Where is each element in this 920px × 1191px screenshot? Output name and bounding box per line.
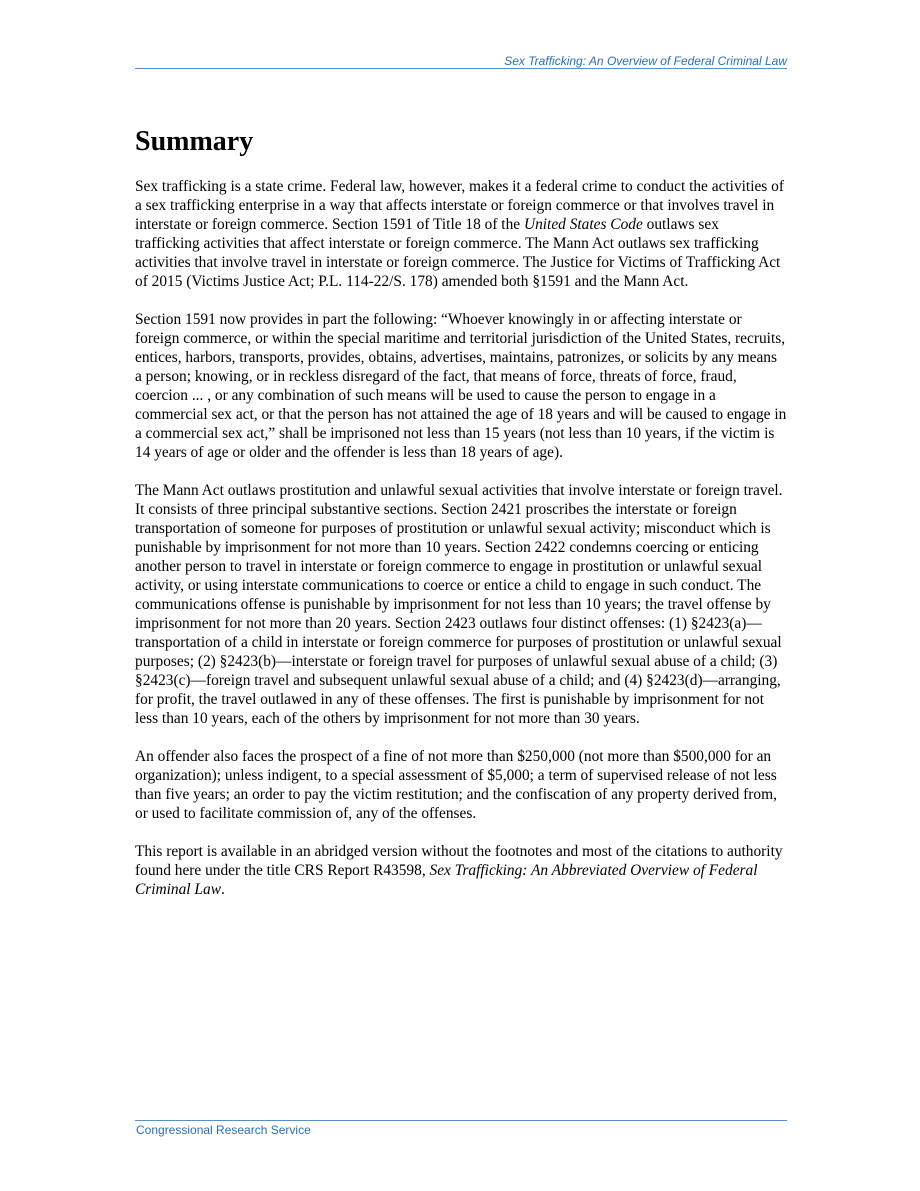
- paragraph-intro-text-2: outlaws sex trafficking activities that affect interstate or foreign commerce. The Mann Act outlaws sex trafficking activities that involve travel in interstate or foreign commerce. The Justice for Victims of Trafficking Act of 2015 (Victims Justice Act; P.L. 114-22/S. 178) amended both §1591 and the Mann Act.: [135, 216, 781, 290]
- paragraph-intro: [135, 177, 787, 291]
- summary-body: [135, 177, 787, 918]
- paragraph-abridged-version: [135, 842, 787, 899]
- header-divider: [135, 68, 787, 69]
- abridged-report-title: Sex Trafficking: An Abbreviated Overview of Federal Criminal Law: [135, 862, 758, 898]
- united-states-code-citation: United States Code: [523, 216, 643, 233]
- paragraph-abridged-text-2: .: [220, 881, 225, 898]
- paragraph-section-1591: Section 1591 now provides in part the following: “Whoever knowingly in or affecting interstate or foreign commerce, or within the special maritime and territorial jurisdiction of the United States, recruits, entices, harbors, transports, provides, obtains, advertises, maintains, patronizes, or solicits by any means a person; knowing, or in reckless disregard of the fact, that means of force, threats of force, fraud, coercion ... , or any combination of such means will be used to cause the person to engage in a commercial sex act, or that the person has not attained the age of 18 years and will be caused to engage in a commercial sex act,” shall be imprisoned not less than 15 years (not less than 10 years, if the victim is 14 years of age or older and the offender is less than 18 years of age).: [135, 311, 787, 461]
- page-title: Summary: [135, 126, 254, 157]
- footer-divider: [135, 1120, 787, 1121]
- paragraph-mann-act: The Mann Act outlaws prostitution and unlawful sexual activities that involve interstate or foreign travel. It consists of three principal substantive sections. Section 2421 proscribes the interstate or foreign transportation of someone for purposes of prostitution or unlawful sexual activity; misconduct which is punishable by imprisonment for not more than 10 years. Section 2422 condemns coercing or enticing another person to travel in interstate or foreign commerce to engage in prostitution or unlawful sexual activity, or using interstate communications to coerce or entice a child to engage in such conduct. The communications offense is punishable by imprisonment for not less than 10 years; the travel offense by imprisonment for not more than 20 years. Section 2423 outlaws four distinct offenses: (1) §2423(a)—transportation of a child in interstate or foreign commerce for purposes of prostitution or unlawful sexual purposes; (2) §2423(b)—interstate or foreign travel for purposes of unlawful sexual abuse of a child; (3) §2423(c)—foreign travel and subsequent unlawful sexual abuse of a child; and (4) §2423(d)—arranging, for profit, the travel outlawed in any of these offenses. The first is punishable by imprisonment for not less than 10 years, each of the others by imprisonment for not more than 30 years.: [135, 482, 783, 727]
- running-header: Sex Trafficking: An Overview of Federal Criminal Law: [504, 54, 787, 68]
- paragraph-intro-text-1: Sex trafficking is a state crime. Federal law, however, makes it a federal crime to conduct the activities of a sex trafficking enterprise in a way that affects interstate or foreign commerce or that involves travel in interstate or foreign commerce. Section 1591 of Title 18 of the: [135, 178, 784, 233]
- paragraph-abridged-text-1: This report is available in an abridged version without the footnotes and most of the citations to authority found here under the title CRS Report R43598,: [135, 843, 783, 879]
- paragraph-penalties: An offender also faces the prospect of a fine of not more than $250,000 (not more than $500,000 for an organization); unless indigent, to a special assessment of $5,000; a term of supervised release of not less than five years; an order to pay the victim restitution; and the confiscation of any property derived from, or used to facilitate commission of, any of the offenses.: [135, 748, 777, 822]
- footer-organization: Congressional Research Service: [136, 1123, 311, 1137]
